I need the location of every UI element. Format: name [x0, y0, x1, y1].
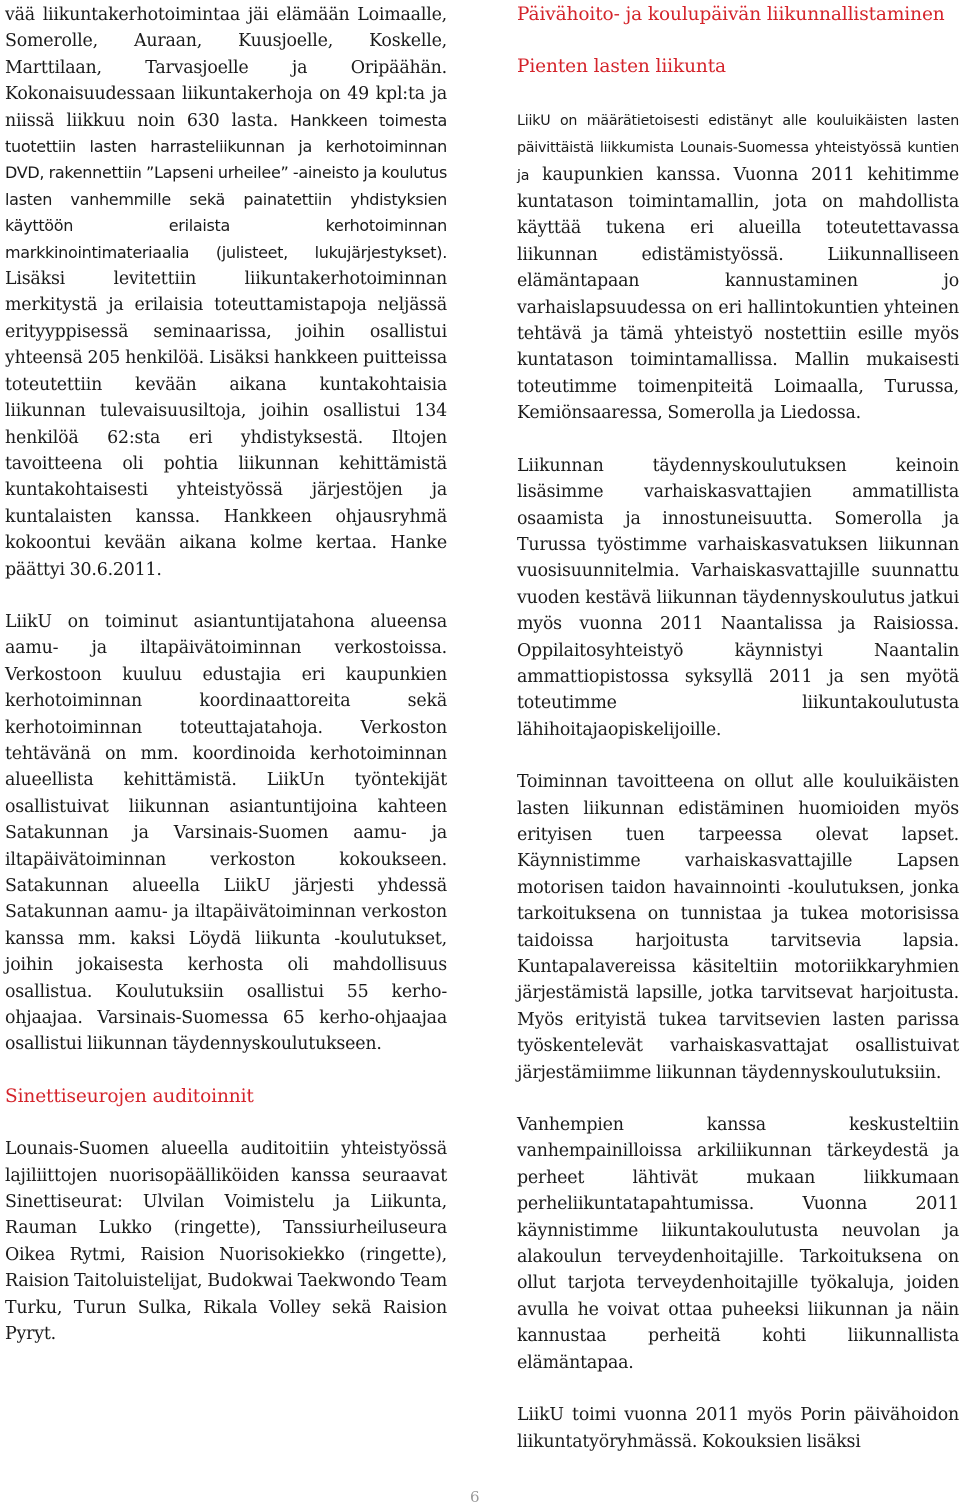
paragraph-vanhemmat: Vanhempien kanssa keskusteltiin vanhempainilloissa arkiliikunnan tärkeydestä ja perheet lähtivät mukaan liikkumaan perheliikuntatapahtumissa. Vuonna 2011 käynnistimme liikuntakoulutusta neuvolan ja alakoulun terveydenhoitajille. Tarkoituksena on ollut tarjota terveydenhoitajille työkaluja, joiden avulla he voivat ottaa puheeksi liikunnan ja näin kannustaa perheitä kohti liikunnallista elämäntapaa. — [517, 1115, 959, 1373]
paragraph-kerhotoiminta — [5, 2, 447, 583]
section-heading-paivahoito: Päivähoito- ja koulupäivän liikunnallistaminen — [517, 4, 945, 25]
right-column — [517, 2, 959, 1481]
paragraph-taydennyskoulutus: Liikunnan täydennyskoulutuksen keinoin lisäsimme varhaiskasvattajien ammatillista osaamista ja innostuneisuutta. Somerolla ja Turussa työstimme varhaiskasvatuksen liikunnan vuosisuunnitelmia. Varhaiskasvattajille suunnattu vuoden kestävä liikunnan täydennyskoulutus jatkui myös vuonna 2011 Naantalissa ja Raisiossa. Oppilaitosyhteistyö käynnistyi Naantalin ammattiopistossa syksyllä 2011 ja sen myötä toteutimme liikuntakoulutusta lähihoitajaopiskelijoille. — [517, 455, 959, 740]
paragraph-erityinen-tuki: Toiminnan tavoitteena on ollut alle kouluikäisten lasten liikunnan edistäminen huomioiden myös erityisen tuen tarpeessa olevat lapset. Käynnistimme varhaiskasvattajille Lapsen motorisen taidon havainnointi -koulutuksen, jonka tarkoituksena on tunnistaa ja tukea motorisissa taidoissa harjoitusta tarvitsevia lapsia. Kuntapalavereissa käsiteltiin motoriikkaryhmien järjestämistä lapsille, jotka tarvitsevat harjoitusta. Myös erityistä tukea tarvitsevien lasten parissa työskentelevät varhaiskasvattajat osallistuivat järjestämiimme liikunnan täydennyskoulutuksiin. — [517, 772, 959, 1083]
text-segment: Lisäksi levitettiin liikuntakerhotoiminnan merkitystä ja erilaisia toteuttamistapoja neljässä erityyppisessä seminaarissa, joihin osallistui yhteensä 205 henkilöä. Lisäksi hankkeen puitteissa toteutettiin kevään aikana kuntakohtaisia liikunnan tulevaisuusiltoja, joihin osallistui 134 henkilöä 62:sta eri yhdistyksestä. Iltojen tavoitteena oli pohtia liikunnan kehittämistä kuntakohtaisesti yhteistyössä järjestöjen ja kuntalaisten kanssa. Hankkeen ohjausryhmä kokoontui kevään aikana kolme kertaa. Hanke päättyi 30.6.2011. — [5, 269, 447, 580]
text-segment: kaupunkien kanssa. Vuonna 2011 kehitimme kuntatason toimintamallin, jota on mahdollista käyttää tukena eri alueilla toteutettavassa liikunnan edistämistyössä. Liikunnalliseen elämäntapaan kannustaminen jo varhaislapsuudessa on eri hallintokuntien yhteinen tehtävä ja tämä yhteistyö nostettiin esille myös kuntatason toimintamallissa. Mallin mukaisesti toteutimme toimenpiteitä Loimaalla, Turussa, Kemiönsaaressa, Somerolla ja Liedossa. — [517, 164, 959, 424]
paragraph-pori: LiikU toimi vuonna 2011 myös Porin päivähoidon liikuntatyöryhmässä. Kokouksien lisäksi — [517, 1405, 959, 1452]
paragraph-toimintamalli — [517, 107, 959, 427]
text-segment-sans: LiikU on määrätietoisesti edistänyt alle kouluikäisten lasten päivittäistä liikkumista Lounais-Suomessa yhteistyössä kuntien ja — [517, 112, 959, 184]
paragraph-verkostot: LiikU on toiminut asiantuntijatahona alueensa aamu- ja iltapäivätoiminnan verkostoissa. Verkostoon kuuluu edustajia eri kaupunkien kerhotoiminnan koordinaattoreita sekä kerhotoiminnan toteuttajatahoja. Verkoston tehtävänä on mm. koordinoida kerhotoiminnan alueellista kehittämistä. LiikUn työntekijät osallistuivat liikunnan asiantuntijoina kahteen Satakunnan ja Varsinais-Suomen aamu- ja iltapäivätoiminnan verkoston kokoukseen. Satakunnan alueella LiikU järjesti yhdessä Satakunnan aamu- ja iltapäivätoiminnan verkoston kanssa mm. kaksi Löydä liikunta -koulutukset, joihin jokaisesta kerhosta oli mahdollisuus osallistua. Koulutuksiin osallistui 55 kerho-ohjaajaa. Varsinais-Suomessa 65 kerho-ohjaajaa osallistui liikunnan täydennyskoulutukseen. — [5, 611, 447, 1055]
left-column — [5, 2, 447, 1374]
text-segment: vää liikuntakerhotoimintaa jäi elämään Loimaalle, Somerolle, Auraan, Kuusjoelle, Koskelle, Marttilaan, Tarvasjoelle ja Oripäähän. Kokonaisuudessaan liikuntakerhoja on 49 kpl:ta ja niissä liikkuu noin 630 lasta. — [5, 5, 447, 131]
paragraph-auditoinnit: Lounais-Suomen alueella auditoitiin yhteistyössä lajiliittojen nuorisopäälliköiden kanssa seuraavat Sinettiseurat: Ulvilan Voimistelu ja Liikunta, Rauman Lukko (ringette), Tanssiurheiluseura Oikea Rytmi, Raision Nuorisokiekko (ringette), Raision Taitoluistelijat, Budokwai Taekwondo Team Turku, Turun Sulka, Rikala Volley sekä Raision Pyryt. — [5, 1139, 447, 1345]
subheading-pienten-lasten-liikunta: Pienten lasten liikunta — [517, 56, 726, 78]
page-number: 6 — [470, 1488, 480, 1506]
text-segment-sans: Hankkeen toimesta tuotettiin lasten harrasteliikunnan ja kerhotoiminnan DVD, rakennettiin ”Lapseni urheilee” -aineisto ja koulutus lasten vanhemmille sekä painatettiin yhdistyksien käyttöön erilaista kerhotoiminnan markkinointimateriaalia (julisteet, lukujärjestykset). — [5, 110, 448, 262]
section-heading-sinettiseurat: Sinettiseurojen auditoinnit — [5, 1085, 254, 1107]
